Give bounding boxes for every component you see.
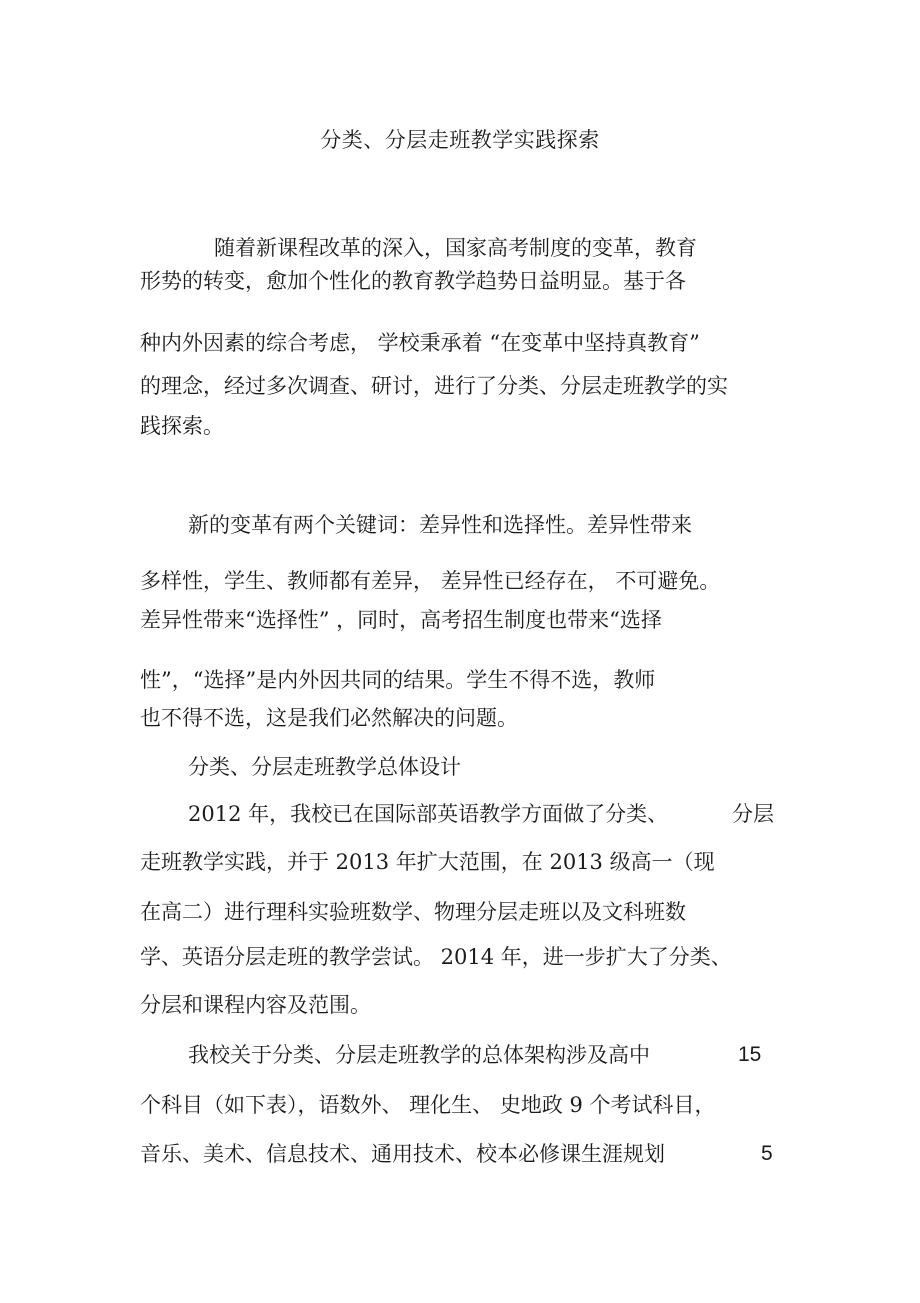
document-title: 分类、分层走班教学实践探索 bbox=[320, 128, 600, 152]
paragraph-1-line-4: 的理念，经过多次调查、研讨，进行了分类、分层走班教学的实 bbox=[140, 374, 728, 398]
paragraph-1-line-1: 随着新课程改革的深入，国家高考制度的变革，教育 bbox=[214, 236, 697, 260]
paragraph-2-line-2: 多样性，学生、教师都有差异， 差异性已经存在， 不可避免。 bbox=[140, 569, 721, 593]
paragraph-4-line-3-end: 5 bbox=[761, 1142, 773, 1165]
paragraph-3-line-2: 走班教学实践，并于 2013 年扩大范围，在 2013 级高一（现 bbox=[140, 850, 715, 874]
paragraph-4-line-2: 个科目（如下表），语数外、 理化生、 史地政 9 个考试科目， bbox=[140, 1093, 716, 1117]
paragraph-2-line-3: 差异性带来“选择性” ，同时，高考招生制度也带来“选择 bbox=[140, 608, 662, 632]
paragraph-1-line-2: 形势的转变，愈加个性化的教育教学趋势日益明显。基于各 bbox=[140, 269, 686, 293]
paragraph-3-line-1-end: 分层 bbox=[732, 802, 774, 826]
paragraph-4-line-1-end: 15 bbox=[738, 1043, 762, 1066]
paragraph-3-line-1: 2012 年，我校已在国际部英语教学方面做了分类、 bbox=[188, 802, 669, 826]
paragraph-2-line-5: 也不得不选，这是我们必然解决的问题。 bbox=[140, 706, 518, 730]
paragraph-4-line-1: 我校关于分类、分层走班教学的总体架构涉及高中 bbox=[188, 1043, 650, 1067]
section-heading: 分类、分层走班教学总体设计 bbox=[188, 755, 461, 779]
paragraph-2-line-4: 性”，“选择”是内外因共同的结果。学生不得不选，教师 bbox=[140, 668, 656, 692]
paragraph-1-line-5: 践探索。 bbox=[140, 414, 224, 438]
paragraph-3-line-4: 学、英语分层走班的教学尝试。 2014 年，进一步扩大了分类、 bbox=[140, 945, 732, 969]
paragraph-1-line-3: 种内外因素的综合考虑， 学校秉承着 “在变革中坚持真教育” bbox=[140, 331, 700, 355]
paragraph-2-line-1: 新的变革有两个关键词：差异性和选择性。差异性带来 bbox=[188, 513, 692, 537]
paragraph-3-line-5: 分层和课程内容及范围。 bbox=[140, 993, 371, 1017]
paragraph-4-line-3: 音乐、美术、信息技术、通用技术、校本必修课生涯规划 bbox=[140, 1142, 665, 1166]
paragraph-3-line-3: 在高二）进行理科实验班数学、物理分层走班以及文科班数 bbox=[140, 900, 686, 924]
